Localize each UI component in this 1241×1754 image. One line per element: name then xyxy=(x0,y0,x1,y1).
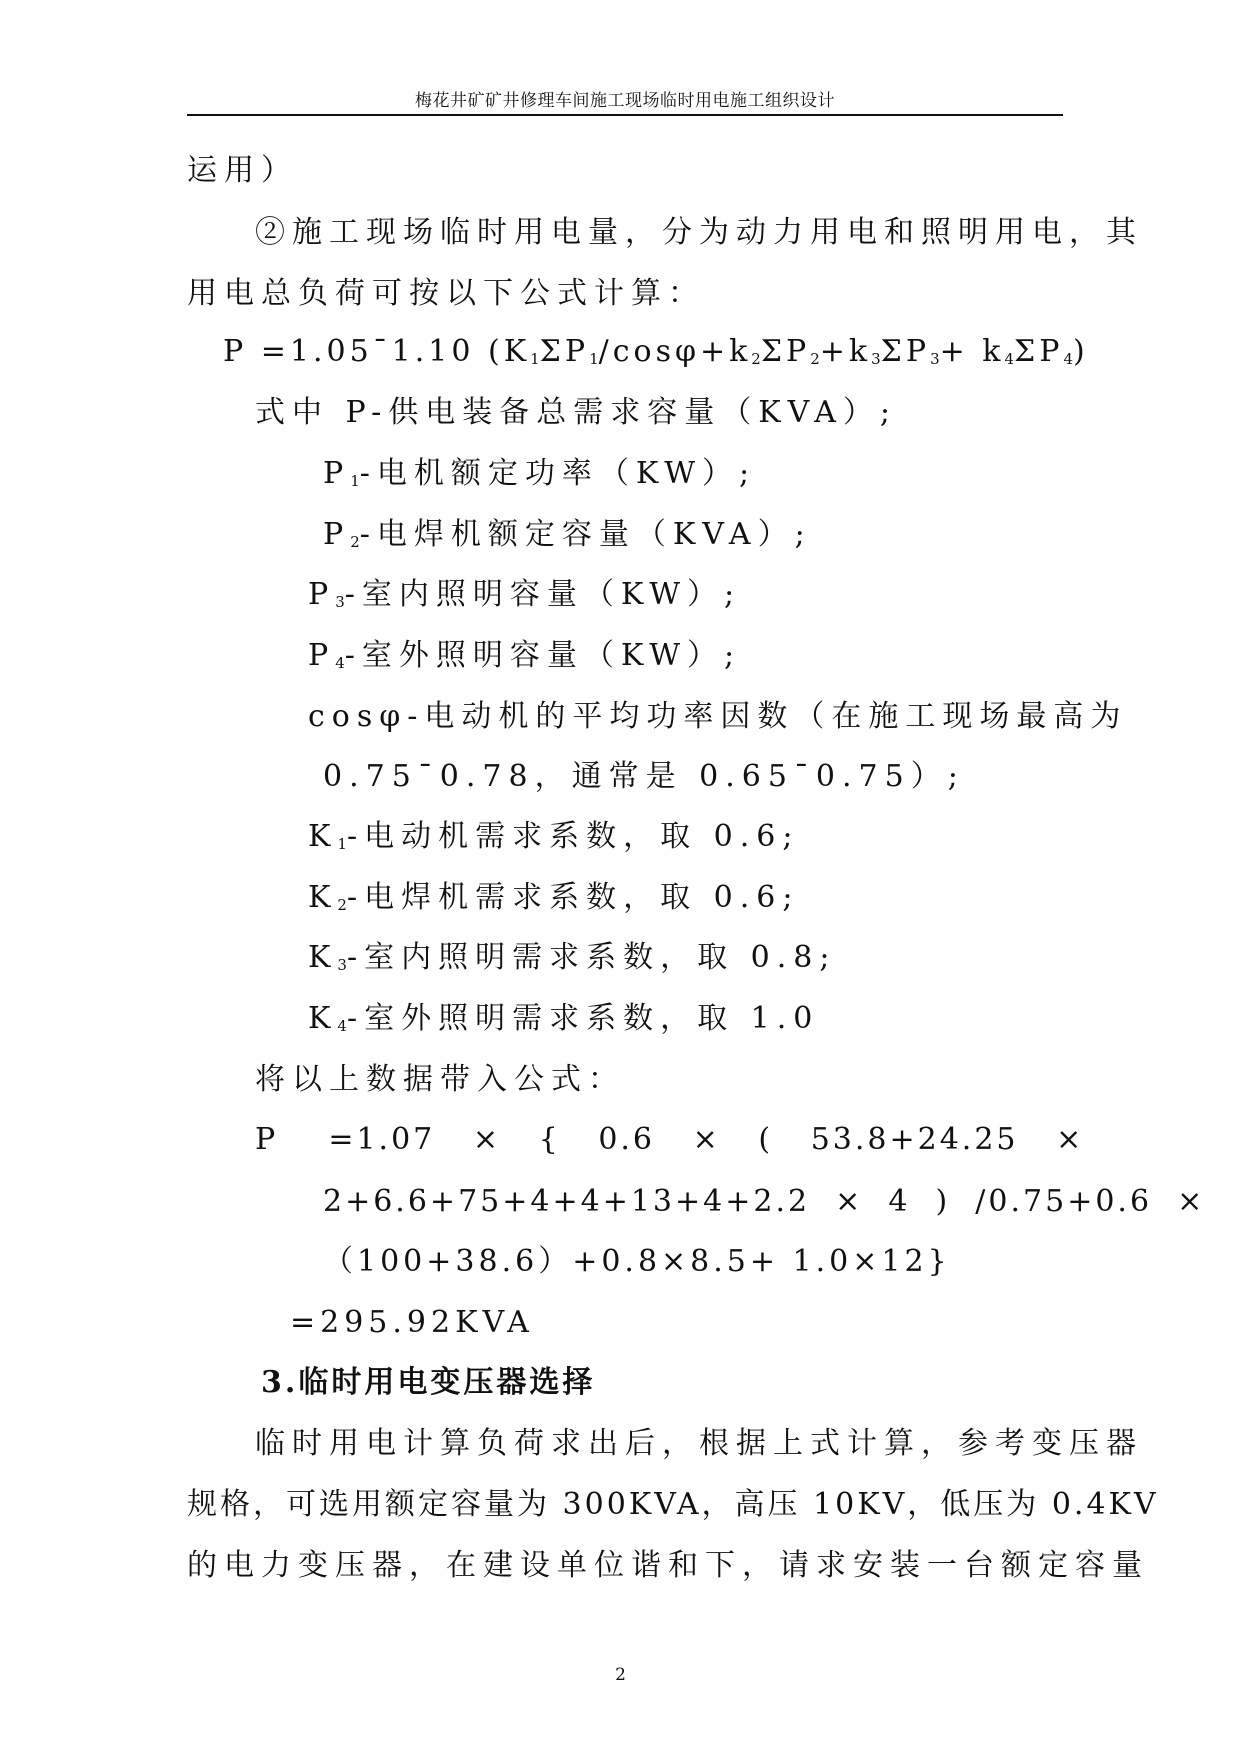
line-05 xyxy=(255,395,898,430)
subscript: 3 xyxy=(335,593,345,611)
subscript: 2 xyxy=(751,350,761,368)
line-03 xyxy=(187,276,705,311)
line-08 xyxy=(308,577,742,612)
text-run: 用电总负荷可按以下公式计算： xyxy=(187,276,705,311)
subscript: 2 xyxy=(810,350,820,368)
line-15 xyxy=(308,1001,820,1036)
text-run: 式中 P-供电装备总需求容量（KVA）; xyxy=(255,395,898,430)
line-02 xyxy=(255,215,1143,250)
text-run: K xyxy=(308,940,338,975)
line-09 xyxy=(308,638,742,673)
text-run: 0.75¯0.78，通常是 0.65¯0.75）; xyxy=(323,759,965,794)
text-run: -电机额定功率（KW）; xyxy=(359,456,757,491)
text-run: P =1.07 × { 0.6 × ( 53.8+24.25 × xyxy=(255,1122,1085,1157)
subscript: 1 xyxy=(530,350,540,368)
text-run: ΣP xyxy=(1014,334,1064,369)
section-heading-transformer xyxy=(261,1365,596,1400)
line-01 xyxy=(187,153,298,188)
text-run: + k xyxy=(939,334,1005,369)
text-run: +k xyxy=(819,334,872,369)
text-run: -室内照明需求系数，取 0.8; xyxy=(346,940,837,975)
text-run: -室外照明容量（KW）; xyxy=(344,638,742,673)
text-run: =295.92KVA xyxy=(290,1305,534,1340)
subscript: 3 xyxy=(930,350,940,368)
text-run: -室外照明需求系数，取 1.0 xyxy=(346,1001,820,1036)
text-run: 运用） xyxy=(187,153,298,188)
text-run: ②施工现场临时用电量，分为动力用电和照明用电，其 xyxy=(255,215,1143,250)
line-20-result xyxy=(290,1305,534,1340)
text-run: P xyxy=(308,638,336,673)
text-run: -电焊机额定容量（KVA）; xyxy=(359,517,812,552)
subscript: 1 xyxy=(350,472,360,490)
line-16 xyxy=(255,1062,625,1097)
text-run: ) xyxy=(1072,334,1089,369)
subscript: 1 xyxy=(589,350,599,368)
text-run: -电动机需求系数，取 0.6; xyxy=(346,819,800,854)
subscript: 4 xyxy=(337,1017,347,1035)
line-11 xyxy=(323,759,965,794)
header-rule xyxy=(187,114,1063,116)
subscript: 2 xyxy=(337,896,347,914)
line-19-calc xyxy=(323,1244,951,1279)
page-number: 2 xyxy=(615,1665,626,1685)
text-run: P =1.05¯1.10 (K xyxy=(223,334,531,369)
text-run: ΣP xyxy=(880,334,931,369)
subscript: 4 xyxy=(1063,350,1073,368)
line-06 xyxy=(323,456,757,491)
text-run: K xyxy=(308,1001,338,1036)
text-run: -室内照明容量（KW）; xyxy=(344,577,742,612)
text-run: P xyxy=(323,517,351,552)
text-run: cosφ-电动机的平均功率因数（在施工现场最高为 xyxy=(308,699,1128,734)
text-run: P xyxy=(323,456,351,491)
text-run: P xyxy=(308,577,336,612)
subscript: 2 xyxy=(350,533,360,551)
line-18-calc xyxy=(323,1184,1206,1219)
subscript: 3 xyxy=(337,956,347,974)
text-run: -电焊机需求系数，取 0.6; xyxy=(346,880,800,915)
subscript: 3 xyxy=(871,350,881,368)
text-run: K xyxy=(308,880,338,915)
subscript: 4 xyxy=(1004,350,1015,368)
line-24 xyxy=(187,1548,1149,1583)
text-run: K xyxy=(308,819,338,854)
text-run: （100+38.6）+0.8×8.5+ 1.0×12} xyxy=(323,1244,951,1279)
text-run: 将以上数据带入公式： xyxy=(255,1062,625,1097)
page-header-title: 梅花井矿矿井修理车间施工现场临时用电施工组织设计 xyxy=(415,91,835,111)
line-10 xyxy=(308,699,1128,734)
line-17-calc xyxy=(255,1122,1085,1157)
text-run: 的电力变压器，在建设单位谐和下，请求安装一台额定容量 xyxy=(187,1548,1149,1583)
text-run: 3.临时用电变压器选择 xyxy=(261,1365,596,1400)
line-22 xyxy=(255,1426,1143,1461)
text-run: 临时用电计算负荷求出后，根据上式计算，参考变压器 xyxy=(255,1426,1143,1461)
line-13 xyxy=(308,880,800,915)
subscript: 1 xyxy=(337,835,347,853)
line-04-formula xyxy=(223,334,1089,369)
subscript: 4 xyxy=(335,654,345,672)
text-run: ΣP xyxy=(539,334,590,369)
line-14 xyxy=(308,940,837,975)
line-23 xyxy=(187,1487,1159,1522)
text-run: 2+6.6+75+4+4+13+4+2.2 × 4 ) /0.75+0.6 × xyxy=(323,1184,1206,1219)
text-run: /cosφ+k xyxy=(598,334,752,369)
text-run: 规格，可选用额定容量为 300KVA，高压 10KV，低压为 0.4KV xyxy=(187,1487,1159,1522)
text-run: ΣP xyxy=(760,334,811,369)
line-07 xyxy=(323,517,812,552)
line-12 xyxy=(308,819,800,854)
